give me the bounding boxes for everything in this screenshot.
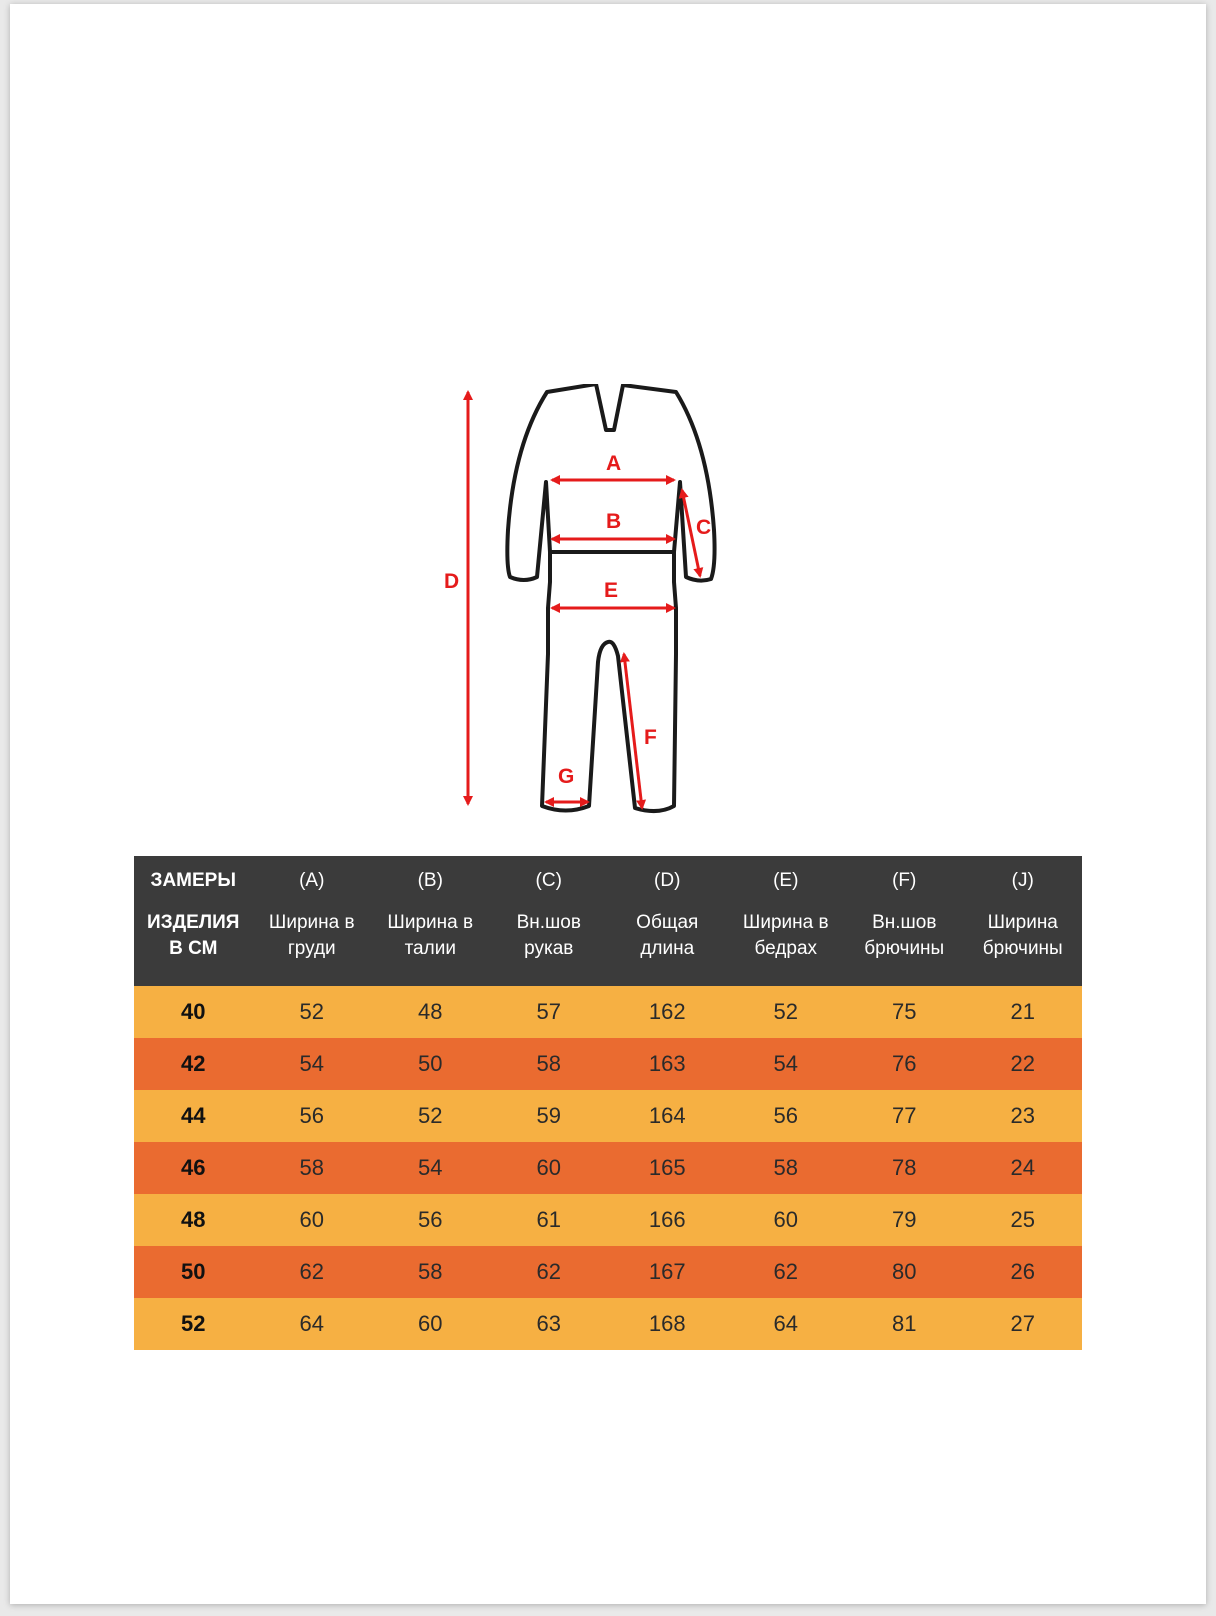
header-line: груди [287, 938, 336, 959]
cell-size: 40 [134, 986, 253, 1038]
header-trouser-width [964, 906, 1083, 986]
cell-chest-width: 64 [253, 1298, 372, 1350]
cell-waist-width: 60 [371, 1298, 490, 1350]
table-row [134, 1038, 1082, 1090]
header-garment-cm [134, 906, 253, 986]
cell-trouser-width: 27 [964, 1298, 1083, 1350]
measure-c-label: C [696, 516, 712, 539]
cell-trouser-inseam: 75 [845, 986, 964, 1038]
header-line: Общая [636, 912, 699, 933]
header-line: Вн.шов [516, 912, 581, 933]
cell-trouser-inseam: 81 [845, 1298, 964, 1350]
header-line: В СМ [169, 938, 218, 959]
cell-waist-width: 58 [371, 1246, 490, 1298]
cell-hip-width: 60 [727, 1194, 846, 1246]
cell-hip-width: 56 [727, 1090, 846, 1142]
header-line: длина [640, 938, 695, 959]
cell-hip-width: 54 [727, 1038, 846, 1090]
table-row [134, 1298, 1082, 1350]
jumpsuit-diagram-svg [430, 384, 750, 844]
size-chart-body [134, 986, 1082, 1350]
measure-e-label: E [604, 579, 619, 602]
size-chart-header [134, 856, 1082, 986]
cell-waist-width: 54 [371, 1142, 490, 1194]
table-row [134, 1142, 1082, 1194]
cell-size: 48 [134, 1194, 253, 1246]
header-code-b: (B) [371, 856, 490, 906]
cell-waist-width: 56 [371, 1194, 490, 1246]
cell-total-length: 163 [608, 1038, 727, 1090]
cell-waist-width: 52 [371, 1090, 490, 1142]
header-line: Ширина [987, 912, 1058, 933]
header-code-d: (D) [608, 856, 727, 906]
cell-trouser-width: 22 [964, 1038, 1083, 1090]
cell-hip-width: 64 [727, 1298, 846, 1350]
header-code-a: (A) [253, 856, 372, 906]
table-row [134, 1194, 1082, 1246]
cell-size: 50 [134, 1246, 253, 1298]
cell-trouser-width: 26 [964, 1246, 1083, 1298]
header-total-length [608, 906, 727, 986]
header-chest-width [253, 906, 372, 986]
cell-size: 44 [134, 1090, 253, 1142]
header-line: Ширина в [268, 912, 355, 933]
cell-trouser-width: 21 [964, 986, 1083, 1038]
table-row [134, 1246, 1082, 1298]
cell-chest-width: 58 [253, 1142, 372, 1194]
header-line: талии [404, 938, 456, 959]
header-line: бедрах [754, 938, 818, 959]
cell-chest-width: 52 [253, 986, 372, 1038]
cell-size: 52 [134, 1298, 253, 1350]
header-code-e: (E) [727, 856, 846, 906]
jumpsuit-measurement-diagram [430, 384, 750, 844]
header-waist-width [371, 906, 490, 986]
header-code-j: (J) [964, 856, 1083, 906]
cell-chest-width: 60 [253, 1194, 372, 1246]
header-sleeve-inseam [490, 906, 609, 986]
header-line: Ширина в [742, 912, 829, 933]
cell-trouser-width: 24 [964, 1142, 1083, 1194]
header-line: рукав [524, 938, 574, 959]
cell-trouser-inseam: 79 [845, 1194, 964, 1246]
cell-total-length: 162 [608, 986, 727, 1038]
cell-trouser-inseam: 77 [845, 1090, 964, 1142]
header-line: брючины [864, 938, 945, 959]
cell-sleeve-inseam: 63 [490, 1298, 609, 1350]
cell-chest-width: 54 [253, 1038, 372, 1090]
measure-a-label: A [606, 452, 622, 475]
cell-hip-width: 58 [727, 1142, 846, 1194]
cell-sleeve-inseam: 60 [490, 1142, 609, 1194]
cell-sleeve-inseam: 61 [490, 1194, 609, 1246]
header-code-f: (F) [845, 856, 964, 906]
cell-trouser-inseam: 76 [845, 1038, 964, 1090]
cell-trouser-inseam: 78 [845, 1142, 964, 1194]
header-hip-width [727, 906, 846, 986]
measure-g-label: G [558, 765, 575, 788]
table-row [134, 986, 1082, 1038]
cell-trouser-width: 25 [964, 1194, 1083, 1246]
cell-size: 42 [134, 1038, 253, 1090]
header-line: ИЗДЕЛИЯ [147, 912, 240, 933]
measure-b-label: B [606, 510, 622, 533]
cell-trouser-width: 23 [964, 1090, 1083, 1142]
cell-hip-width: 52 [727, 986, 846, 1038]
header-row-codes [134, 856, 1082, 906]
header-line: Вн.шов [872, 912, 937, 933]
header-code-c: (C) [490, 856, 609, 906]
cell-total-length: 164 [608, 1090, 727, 1142]
cell-total-length: 168 [608, 1298, 727, 1350]
header-trouser-inseam [845, 906, 964, 986]
page [10, 4, 1206, 1604]
header-row-names [134, 906, 1082, 986]
cell-total-length: 167 [608, 1246, 727, 1298]
cell-size: 46 [134, 1142, 253, 1194]
cell-sleeve-inseam: 59 [490, 1090, 609, 1142]
cell-waist-width: 48 [371, 986, 490, 1038]
table-row [134, 1090, 1082, 1142]
cell-sleeve-inseam: 58 [490, 1038, 609, 1090]
measure-d-label: D [444, 570, 460, 593]
header-measurements: ЗАМЕРЫ [134, 856, 253, 906]
cell-chest-width: 62 [253, 1246, 372, 1298]
size-chart-table [134, 856, 1082, 1350]
cell-sleeve-inseam: 57 [490, 986, 609, 1038]
header-line: Ширина в [387, 912, 474, 933]
cell-total-length: 165 [608, 1142, 727, 1194]
cell-chest-width: 56 [253, 1090, 372, 1142]
header-line: брючины [982, 938, 1063, 959]
measure-f-label: F [644, 726, 657, 749]
cell-waist-width: 50 [371, 1038, 490, 1090]
cell-total-length: 166 [608, 1194, 727, 1246]
cell-trouser-inseam: 80 [845, 1246, 964, 1298]
cell-sleeve-inseam: 62 [490, 1246, 609, 1298]
cell-hip-width: 62 [727, 1246, 846, 1298]
